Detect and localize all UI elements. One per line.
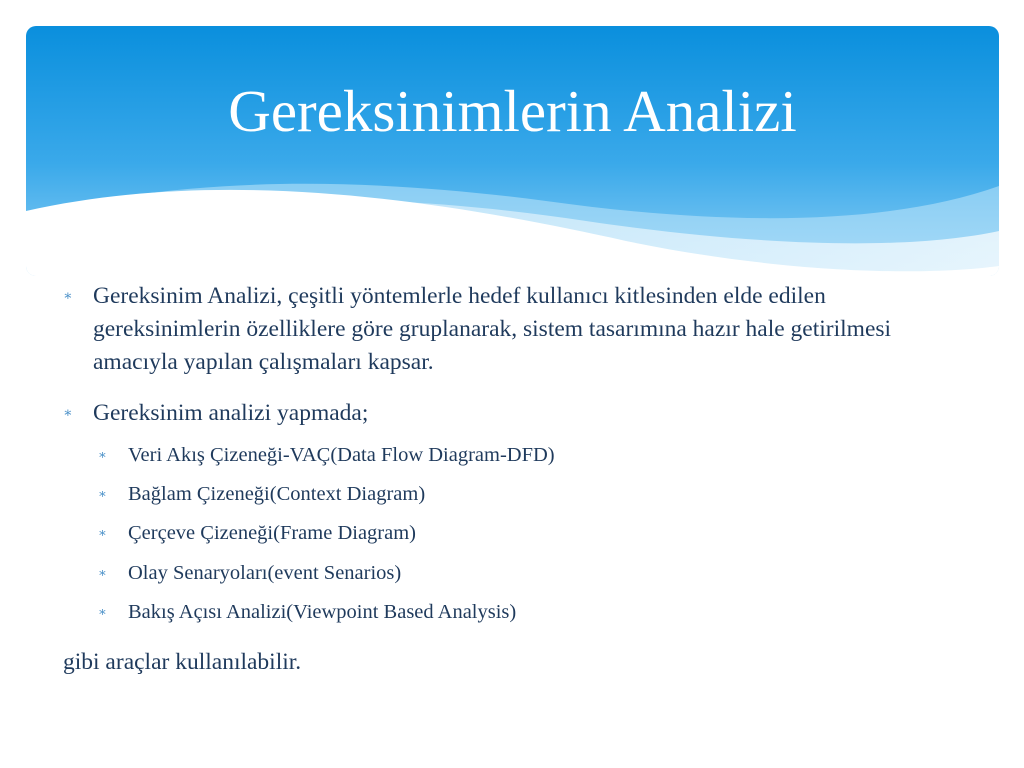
asterisk-bullet-icon: ∗ [98,565,107,580]
sub-bullet-text: Bağlam Çizeneği(Context Diagram) [128,483,426,505]
sub-bullet-text: Çerçeve Çizeneği(Frame Diagram) [128,522,417,544]
sub-bullet-text: Veri Akış Çizeneği-VAÇ(Data Flow Diagram-DFD) [128,444,555,466]
sub-bullet-text: Bakış Açısı Analizi(Viewpoint Based Analysis) [128,601,517,623]
asterisk-bullet-icon: ∗ [98,525,107,540]
asterisk-bullet-icon: ∗ [63,289,73,304]
sub-bullet-item [98,519,948,547]
slide-title: Gereksinimlerin Analizi [228,78,797,144]
bullet-text: Gereksinim analizi yapmada; [93,400,369,426]
bullet-item [63,397,973,430]
asterisk-bullet-icon: ∗ [98,486,107,501]
asterisk-bullet-icon: ∗ [98,604,107,619]
sub-bullet-item [98,559,948,587]
sub-bullet-item [98,441,948,469]
sub-bullet-text: Olay Senaryoları(event Senarios) [128,562,402,584]
asterisk-bullet-icon: ∗ [63,406,73,421]
closing-text: gibi araçlar kullanılabilir. [63,649,302,675]
sub-bullet-item [98,480,948,508]
bullet-text: Gereksinim Analizi, çeşitli yöntemlerle hedef kullanıcı kitlesinden elde edilen gereksinimlerin özelliklere göre gruplanarak, sistem tasarımına hazır hale getirilmesi amacıyla yapılan çalışmaları kapsar. [93,283,892,375]
bullet-item [63,280,973,379]
asterisk-bullet-icon: ∗ [98,447,107,462]
sub-bullet-item [98,598,948,626]
